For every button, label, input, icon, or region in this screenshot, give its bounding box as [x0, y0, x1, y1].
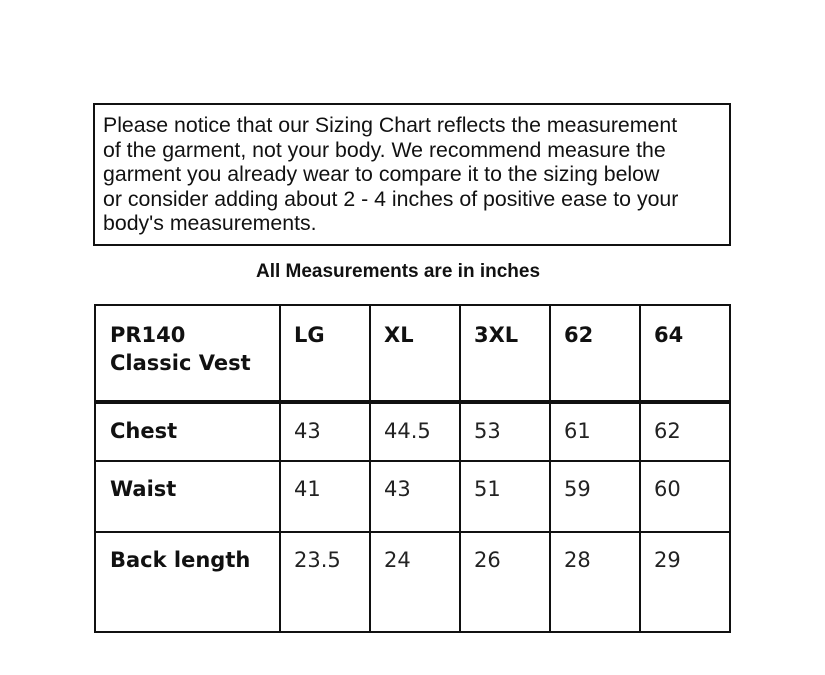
table-cell: 59 [550, 461, 640, 532]
sizing-notice-box [93, 103, 731, 246]
size-header-62: 62 [550, 305, 640, 402]
product-name-header [95, 305, 280, 402]
row-label-chest: Chest [95, 402, 280, 461]
size-header-64: 64 [640, 305, 730, 402]
product-code: PR140 [110, 323, 186, 347]
table-cell: 23.5 [280, 532, 370, 632]
table-cell: 62 [640, 402, 730, 461]
measurements-caption: All Measurements are in inches [255, 261, 541, 282]
table-header-row [95, 305, 730, 402]
product-name: Classic Vest [110, 351, 251, 375]
size-header-xl: XL [370, 305, 460, 402]
table-cell: 26 [460, 532, 550, 632]
table-cell: 53 [460, 402, 550, 461]
table-cell: 41 [280, 461, 370, 532]
table-cell: 43 [280, 402, 370, 461]
row-label-waist: Waist [95, 461, 280, 532]
size-chart-table [94, 304, 731, 633]
sizing-notice-text: Please notice that our Sizing Chart reflects the measurement of the garment, not your body. We recommend measure the garment you already wear to compare it to the sizing below or consider adding about 2 - 4 inches of positive ease to your body's measurements. [103, 113, 679, 235]
table-cell: 44.5 [370, 402, 460, 461]
table-row-chest [95, 402, 730, 461]
size-header-3xl: 3XL [460, 305, 550, 402]
table-row-back-length [95, 532, 730, 632]
table-cell: 51 [460, 461, 550, 532]
size-header-lg: LG [280, 305, 370, 402]
table-row-waist [95, 461, 730, 532]
row-label-back-length: Back length [95, 532, 280, 632]
table-cell: 61 [550, 402, 640, 461]
table-cell: 28 [550, 532, 640, 632]
table-cell: 60 [640, 461, 730, 532]
table-cell: 29 [640, 532, 730, 632]
table-cell: 24 [370, 532, 460, 632]
table-cell: 43 [370, 461, 460, 532]
